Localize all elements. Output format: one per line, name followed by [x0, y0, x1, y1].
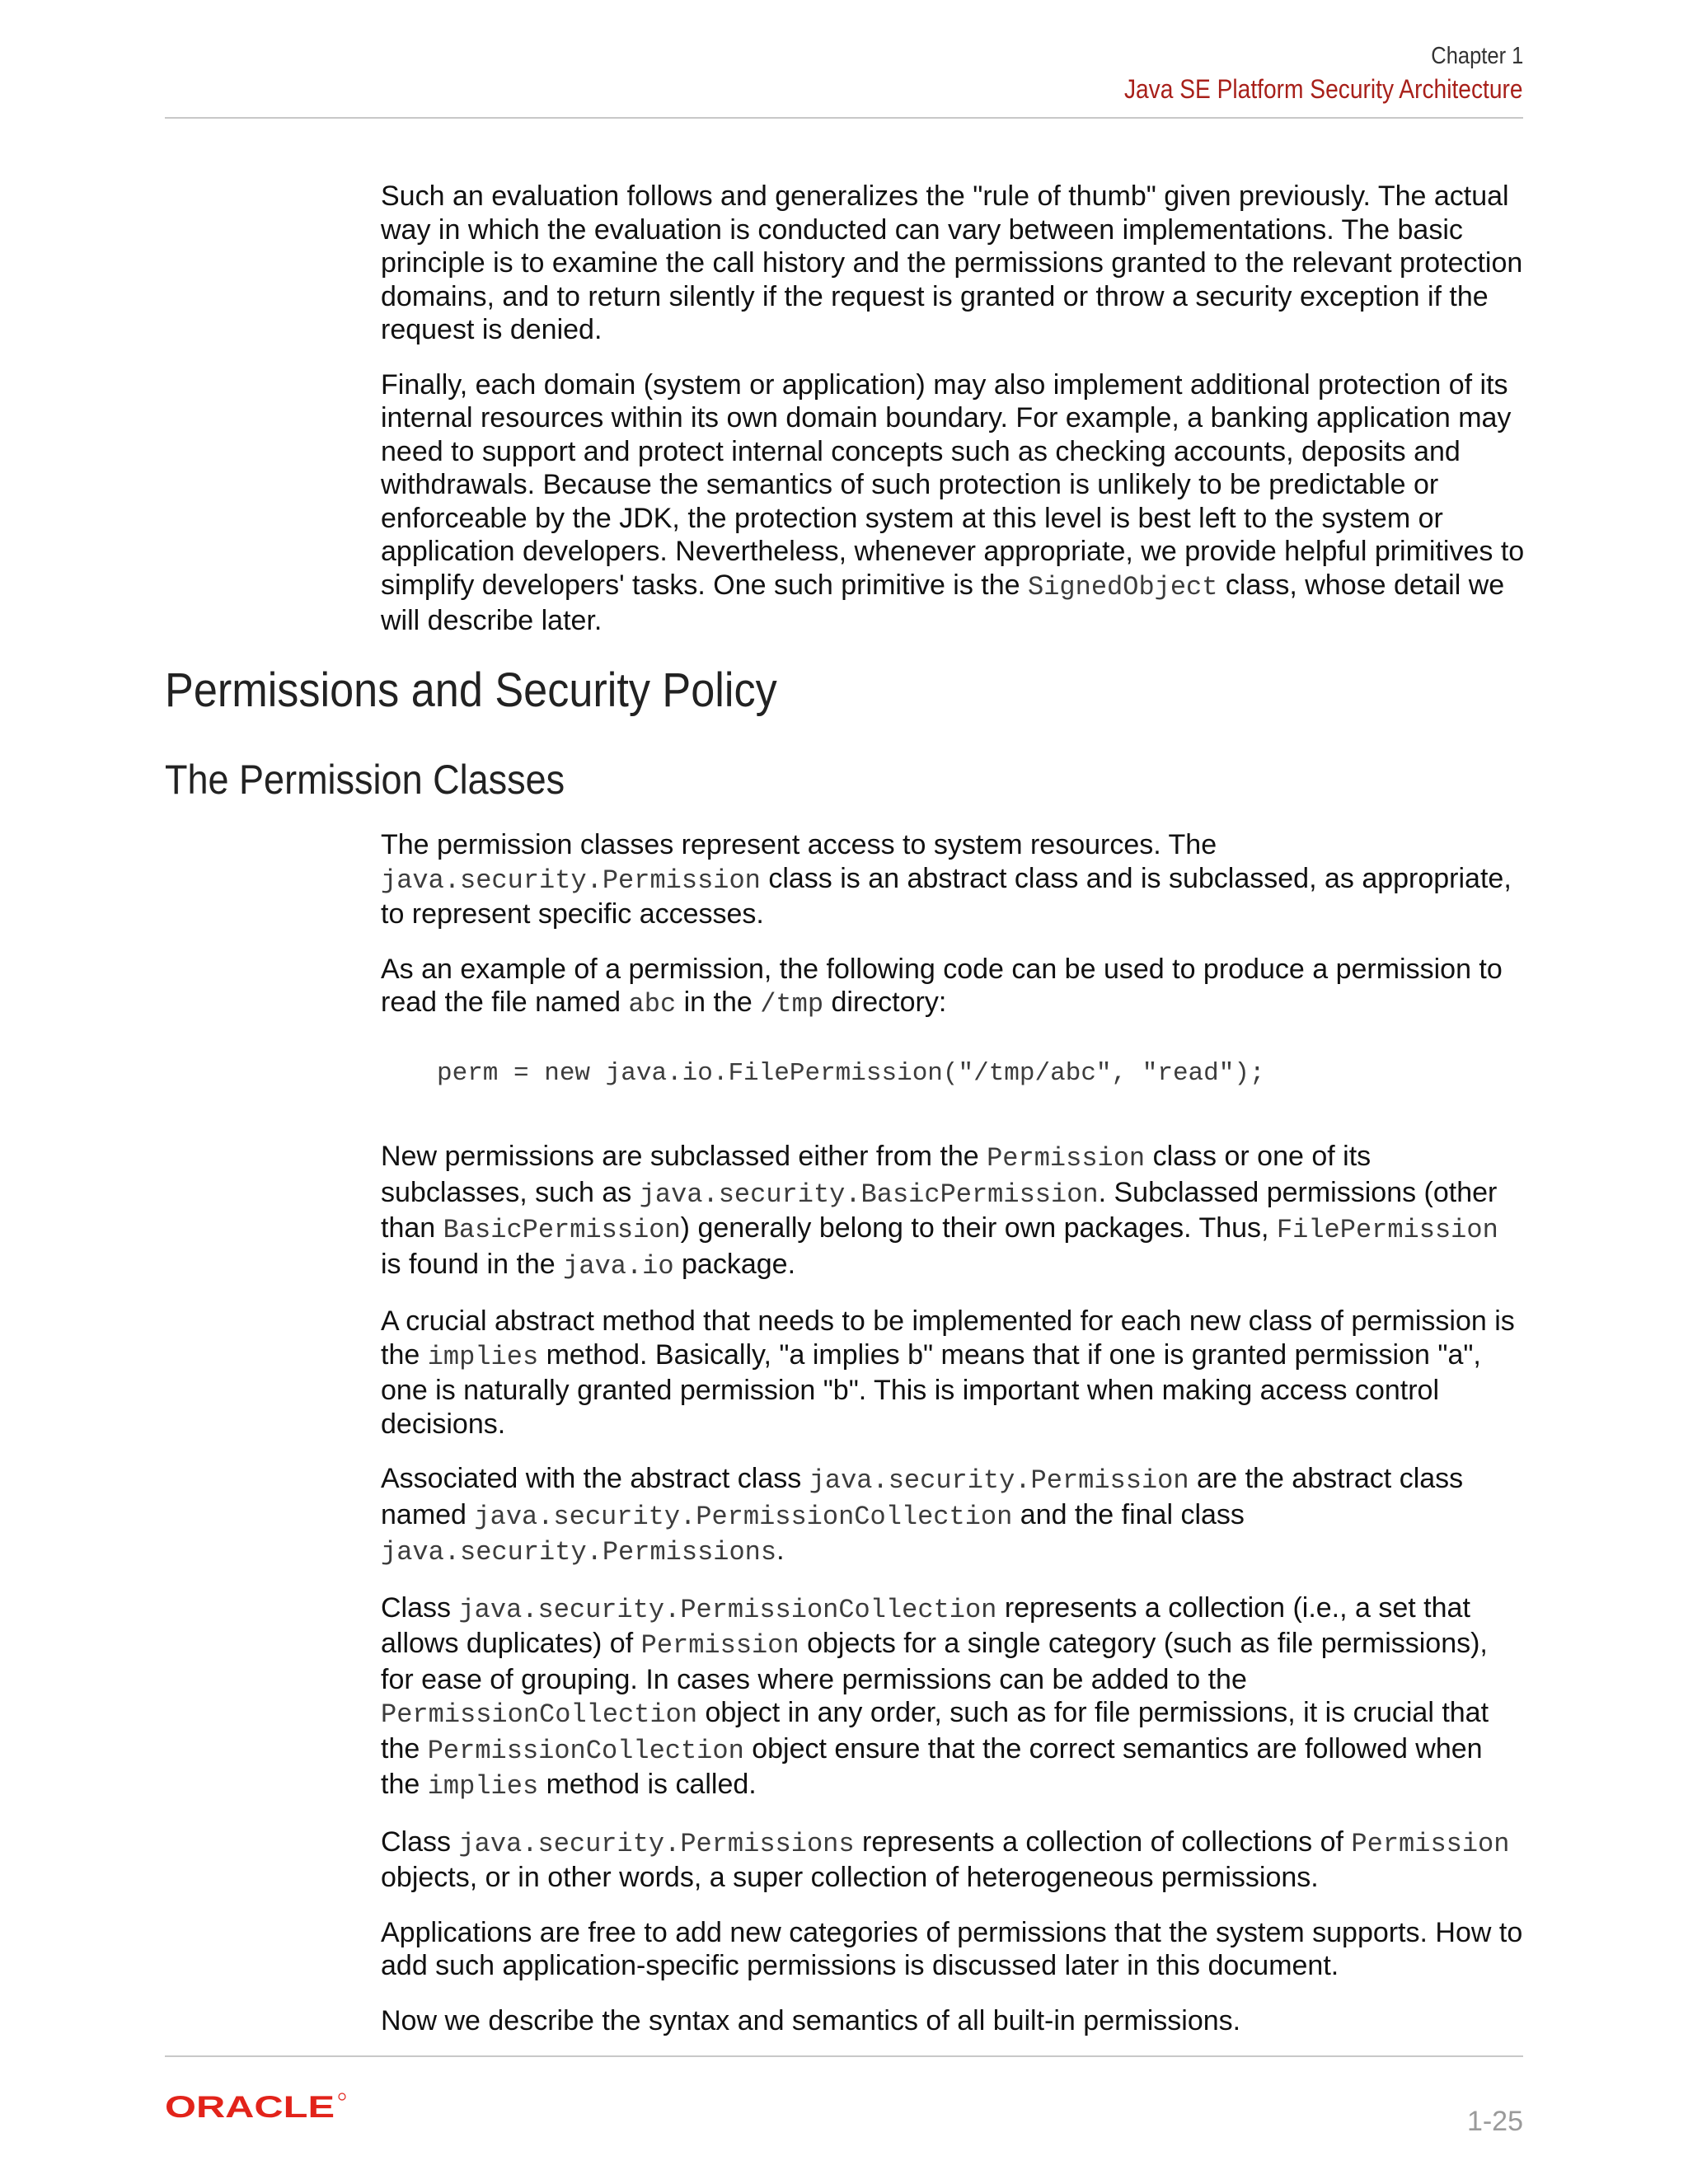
- inline-code: java.security.Permission: [381, 865, 761, 896]
- inline-code: java.security.Permission: [809, 1465, 1189, 1496]
- inline-code: BasicPermission: [443, 1215, 681, 1245]
- paragraph: Class java.security.PermissionCollection represents a collection (i.e., a set that allows duplicates) of Permission objects for a single category (such as file permissions), for ease of grouping. In cases where permissions can be added to the PermissionCollection object in any order, such as for file permissions, it is crucial that the PermissionCollection object ensure that the correct semantics are followed when the implies method is called.: [381, 1591, 1489, 1802]
- inline-code: FilePermission: [1276, 1215, 1498, 1245]
- inline-code: java.security.PermissionCollection: [474, 1501, 1013, 1532]
- registered-mark-icon: [339, 2093, 345, 2100]
- inline-code: PermissionCollection: [381, 1699, 698, 1730]
- page-number: 1-25: [1466, 2106, 1523, 2137]
- oracle-logo-text: ORACLE: [165, 2092, 335, 2121]
- inline-code: java.security.BasicPermission: [639, 1179, 1099, 1210]
- chapter-label: Chapter 1: [1430, 43, 1523, 69]
- footer-rule: [165, 2055, 1523, 2057]
- inline-code: SignedObject: [1028, 571, 1218, 602]
- inline-code: /tmp: [760, 989, 824, 1019]
- subsection-heading: The Permission Classes: [165, 757, 565, 803]
- permission-classes-intro: [381, 828, 1525, 1022]
- inline-code: Permission: [987, 1143, 1146, 1174]
- paragraph: New permissions are subclassed either from the Permission class or one of its subclasses, such as java.security.BasicPermission. Subclassed permissions (other than BasicPermission) generally belong to their own packages. Thus, FilePermission is found in the java.io package.: [381, 1141, 1498, 1282]
- inline-code: implies: [427, 1771, 539, 1802]
- inline-code: java.security.Permissions: [458, 1828, 855, 1859]
- paragraph: Such an evaluation follows and generalizes the "rule of thumb" given previously. The actual way in which the evaluation is conducted can vary between implementations. The basic principle is to examine the call history and the permissions granted to the relevant protection domains, and to return silently if the request is granted or throw a security exception if the request is denied.: [381, 180, 1523, 345]
- page-header: [165, 40, 1523, 119]
- inline-code: java.io: [563, 1250, 674, 1282]
- paragraph: As an example of a permission, the following code can be used to produce a permission to read the file named abc in the /tmp directory:: [381, 953, 1503, 1019]
- inline-code: Permission: [1351, 1828, 1510, 1859]
- paragraph: Applications are free to add new categories of permissions that the system supports. How to add such application-specific permissions is discussed later in this document.: [381, 1916, 1523, 1981]
- inline-code: java.security.Permissions: [381, 1537, 777, 1568]
- running-section-title: Java SE Platform Security Architecture: [1124, 74, 1523, 104]
- paragraph: Finally, each domain (system or application) may also implement additional protection of its internal resources within its own domain boundary. For example, a banking application may need to support and protect internal concepts such as checking accounts, deposits and withdrawals. Because the semantics of such protection is unlikely to be predictable or enforceable by the JDK, the protection system at this level is best left to the system or application developers. Nevertheless, whenever appropriate, we provide helpful primitives to simplify developers' tasks. One such primitive is the SignedObject class, whose detail we will describe later.: [381, 368, 1525, 636]
- permission-classes-body: [381, 1140, 1525, 2037]
- paragraph: Associated with the abstract class java.security.Permission are the abstract class named java.security.PermissionCollection and the final class java.security.Permissions.: [381, 1463, 1464, 1568]
- section-heading: Permissions and Security Policy: [165, 663, 777, 717]
- code-example: perm = new java.io.FilePermission("/tmp/abc", "read");: [437, 1059, 1265, 1088]
- paragraph: Class java.security.Permissions represents a collection of collections of Permission objects, or in other words, a super collection of heterogeneous permissions.: [381, 1825, 1510, 1893]
- paragraph: The permission classes represent access to system resources. The java.security.Permission class is an abstract class and is subclassed, as appropriate, to represent specific accesses.: [381, 829, 1512, 930]
- inline-code: abc: [628, 989, 677, 1019]
- inline-code: java.security.PermissionCollection: [458, 1594, 997, 1625]
- inline-code: implies: [427, 1341, 539, 1372]
- intro-section: [381, 180, 1525, 638]
- inline-code: Permission: [640, 1630, 799, 1661]
- oracle-logo: [165, 2092, 348, 2121]
- inline-code: PermissionCollection: [427, 1735, 744, 1766]
- paragraph: Now we describe the syntax and semantics of all built-in permissions.: [381, 2004, 1241, 2036]
- paragraph: A crucial abstract method that needs to be implemented for each new class of permission is the implies method. Basically, "a implies b" means that if one is granted permission "a", one is naturally granted permission "b". This is important when making access control decisions.: [381, 1305, 1515, 1440]
